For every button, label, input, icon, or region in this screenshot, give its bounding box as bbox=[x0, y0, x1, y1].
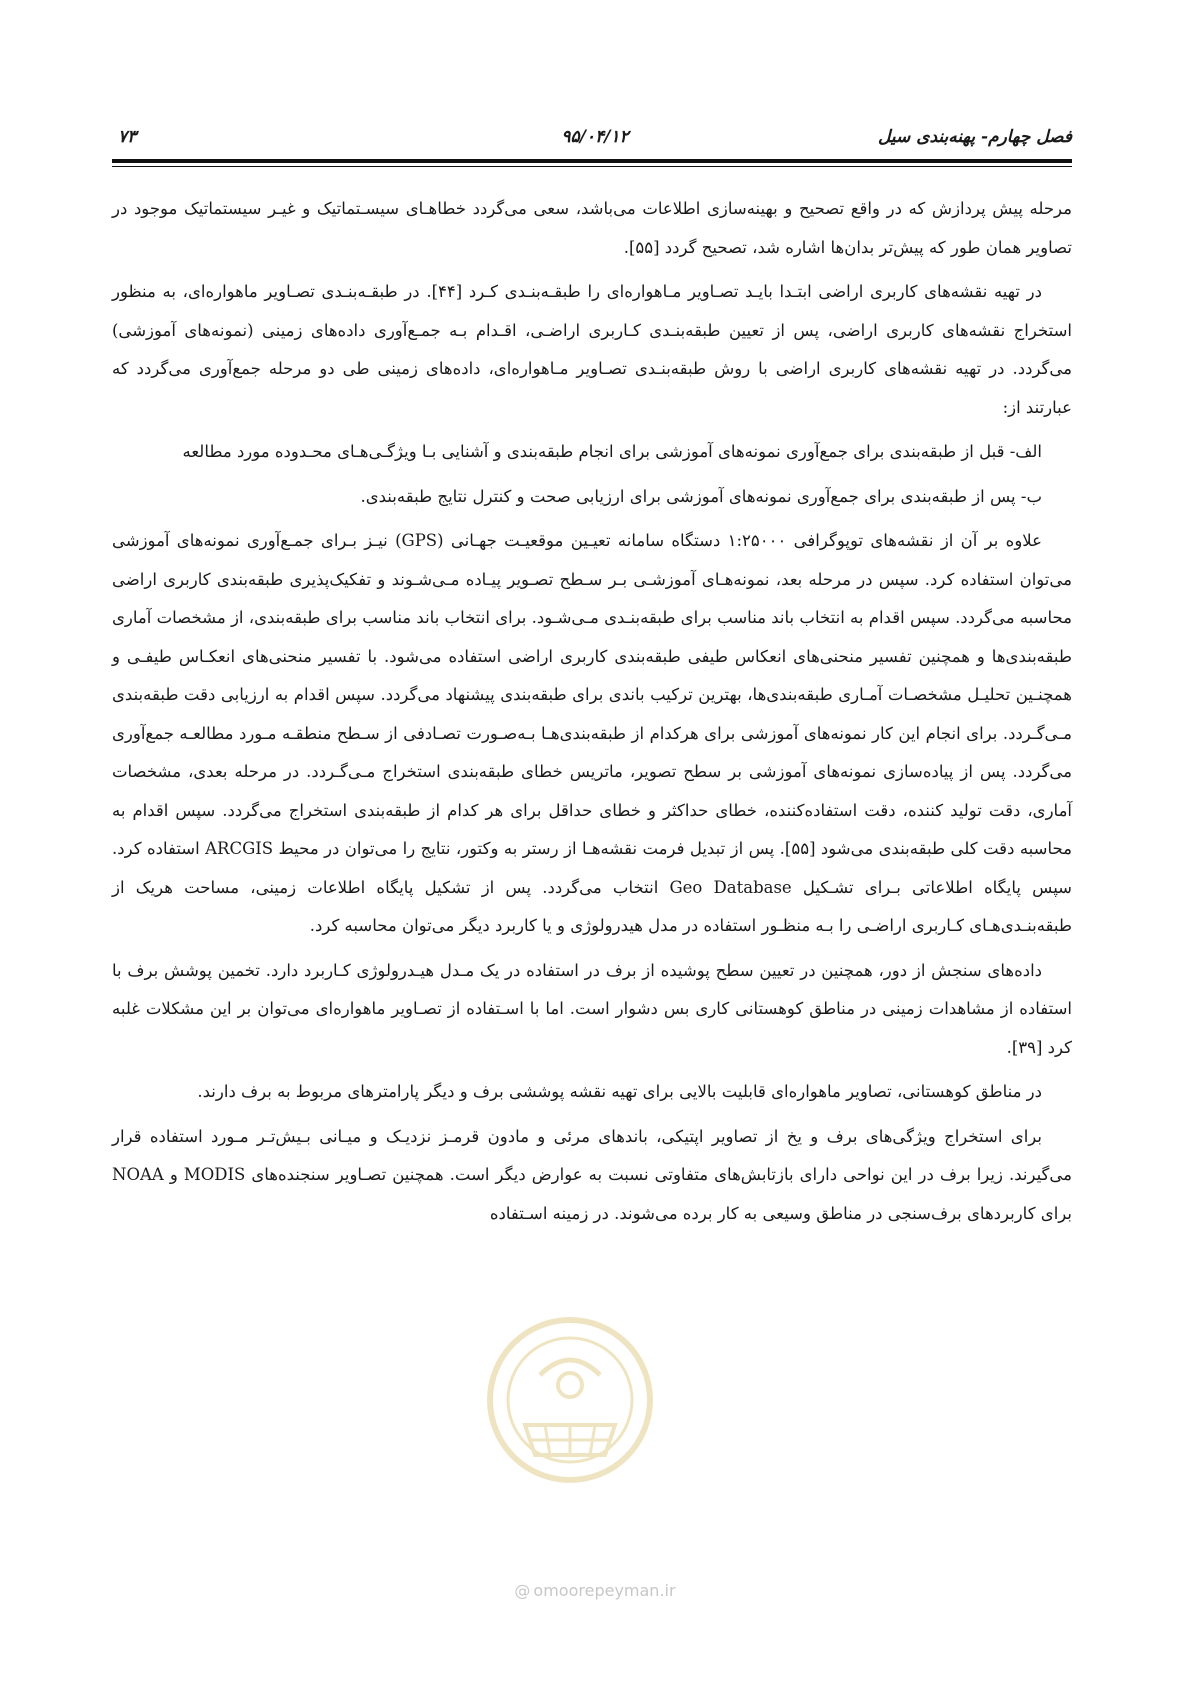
footer-watermark-url bbox=[0, 1581, 1190, 1600]
body-text bbox=[112, 190, 1072, 1239]
paragraph-snow-ice: برای استخراج ویژگی‌های برف و یخ از تصاویر اپتیکی، باندهای مرئی و مادون قرمـز نزدیـک و میـانی بـیش‌تـر مـورد استفاده قرار می‌گیرند. زیرا برف در این نواحی دارای بازتابش‌های متفاوتی نسبت به عوارض دیگر است. همچنین تصـاویر سنجنده‌های MODIS و NOAA برای کاربردهای برف‌سنجی در مناطق وسیعی به کار برده می‌شوند. در زمینه اسـتفاده bbox=[112, 1126, 1072, 1223]
chapter-title: فصل چهارم- پهنه‌بندی سیل bbox=[878, 127, 1072, 147]
list-item-alef: الف- قبل از طبقه‌بندی برای جمع‌آوری نمونه‌های آموزشی برای انجام طبقه‌بندی و آشنایی بـا ویژگـی‌هـای محـدوده مورد مطالعه bbox=[182, 442, 1042, 461]
paragraph-landuse-maps: در تهیه نقشه‌های کاربری اراضی ابتـدا بایـد تصـاویر مـاهواره‌ای را طبقـه‌بنـدی کـرد [۴۴]. در طبقـه‌بنـدی تصـاویر ماهواره‌ای، به منظور استخراج نقشه‌های کاربری اراضی، پس از تعیین طبقه‌بنـدی کـاربری اراضـی، اقـدام بـه جمـع‌آوری داده‌های زمینی (نمونه‌های آموزشی) می‌گردد. در تهیه نقشه‌های کاربری اراضی با روش طبقه‌بنـدی تصـاویر مـاهواره‌ای، داده‌های زمینی طی دو مرحله جمع‌آوری می‌گردد که عبارتند از: bbox=[112, 282, 1072, 417]
page-number: ۷۳ bbox=[118, 127, 137, 147]
at-sign: @ bbox=[514, 1581, 531, 1600]
paragraph-mountain-areas: در مناطق کوهستانی، تصاویر ماهواره‌ای قابلیت بالایی برای تهیه نقشه پوششی برف و دیگر پارامترهای مربوط به برف دارند. bbox=[197, 1082, 1042, 1101]
header-rule-thick bbox=[112, 159, 1072, 163]
paragraph-topographic: علاوه بر آن از نقشه‌های توپوگرافی ۱:۲۵۰۰۰ دستگاه سامانه تعیـین موقعیـت جهـانی (GPS) نیـز بـرای جمـع‌آوری نمونه‌های آموزشی می‌توان استفاده کرد. سپس در مرحله بعد، نمونه‌هـای آموزشـی بـر سـطح تصـویر پیـاده مـی‌شـوند و تفکیک‌پذیری طبقه‌بندی کاربری اراضی محاسبه می‌گردد. سپس اقدام به انتخاب باند مناسب برای طبقه‌بنـدی مـی‌شـود. برای انتخاب باند مناسب برای طبقه‌بندی، از مشخصات آماری طبقه‌بندی‌ها و همچنین تفسیر منحنی‌های انعکاس طیفی طبقه‌بندی کاربری اراضی استفاده می‌شود. با تفسیر منحنی‌های انعکـاس طیفـی و همچنـین تحلیـل مشخصـات آمـاری طبقه‌بندی‌ها، بهترین ترکیب باندی برای طبقه‌بندی پیشنهاد می‌گردد. سپس اقدام به ارزیابی دقت طبقه‌بندی مـی‌گـردد. برای انجام این کار نمونه‌های آموزشی برای هرکدام از طبقه‌بندی‌هـا بـه‌صـورت تصـادفی از سـطح منطقـه مـورد مطالعـه جمع‌آوری می‌گردد. پس از پیاده‌سازی نمونه‌های آموزشی بر سطح تصویر، ماتریس خطای طبقه‌بندی استخراج مـی‌گـردد. در مرحله بعدی، مشخصات آماری، دقت تولید کننده، دقت استفاده‌کننده، خطای حداکثر و خطای حداقل برای هر کدام از طبقه‌بندی استخراج می‌گردد. سپس اقدام به محاسبه دقت کلی طبقه‌بندی می‌شود [۵۵]. پس از تبدیل فرمت نقشه‌هـا از رستر به وکتور، نتایج را می‌توان در محیط ARCGIS استفاده کرد. سپس پایگاه اطلاعاتی بـرای تشـکیل Geo Database انتخاب می‌گردد. پس از تشکیل پایگاه اطلاعات زمینی، مساحت هریک از طبقه‌بنـدی‌هـای کـاربری اراضـی را بـه منظـور استفاده در مدل هیدرولوژی و یا کاربرد دیگر می‌توان محاسبه کرد. bbox=[112, 531, 1072, 935]
page-header bbox=[118, 124, 1072, 154]
header-rule-thin bbox=[112, 166, 1072, 167]
paragraph-remote-sensing: داده‌های سنجش از دور، همچنین در تعیین سطح پوشیده از برف در استفاده در یک مـدل هیـدرولوژی کـاربرد دارد. تخمین پوشش برف با استفاده از مشاهدات زمینی در مناطق کوهستانی کاری بس دشوار است. اما با اسـتفاده از تصـاویر ماهواره‌ای می‌توان بر این مشکلات غلبه کرد [۳۹]. bbox=[112, 960, 1072, 1057]
header-date: ۹۵/۰۴/۱۲ bbox=[561, 127, 629, 147]
paragraph-preprocessing: مرحله پیش پردازش که در واقع تصحیح و بهینه‌سازی اطلاعات می‌باشد، سعی می‌گردد خطاهـای سیسـتماتیک و غیـر سیستماتیک موجود در تصاویر همان طور که پیش‌تر بدان‌ها اشاره شد، تصحیح گردد [۵۵]. bbox=[112, 199, 1072, 257]
watermark-url-text: omoorepeyman.ir bbox=[533, 1581, 676, 1600]
watermark-seal-icon bbox=[470, 1305, 670, 1505]
list-item-be: ب- پس از طبقه‌بندی برای جمع‌آوری نمونه‌های آموزشی برای ارزیابی صحت و کنترل نتایج طبقه‌بندی. bbox=[360, 486, 1042, 506]
